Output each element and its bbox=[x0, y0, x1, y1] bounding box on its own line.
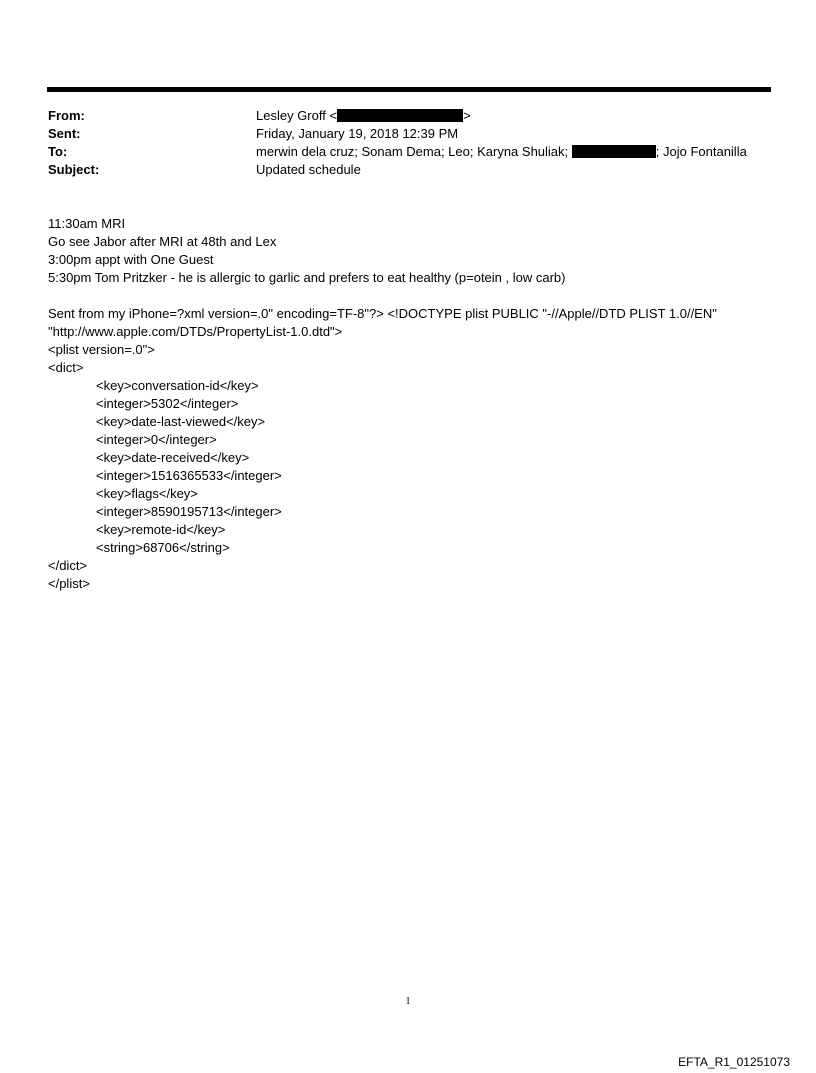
plist-entry: <key>conversation-id</key> bbox=[96, 378, 259, 393]
subject-value: Updated schedule bbox=[256, 162, 361, 177]
from-row bbox=[48, 107, 788, 125]
signature-line: Sent from my iPhone=?xml version=.0" encoding=TF-8"?> <!DOCTYPE plist PUBLIC "-//Apple//DTD PLIST 1.0//EN" bbox=[48, 306, 717, 321]
subject-label: Subject: bbox=[48, 162, 100, 177]
signature-line: "http://www.apple.com/DTDs/PropertyList-1.0.dtd"> bbox=[48, 324, 343, 339]
bates-number: EFTA_R1_01251073 bbox=[678, 1055, 790, 1069]
schedule-line: Go see Jabor after MRI at 48th and Lex bbox=[48, 234, 277, 249]
to-recipients: merwin dela cruz; Sonam Dema; Leo; Karyna Shuliak; bbox=[256, 144, 572, 159]
from-close: > bbox=[463, 108, 471, 123]
plist-entry: <integer>5302</integer> bbox=[96, 396, 239, 411]
schedule-line: 5:30pm Tom Pritzker - he is allergic to garlic and prefers to eat healthy (p=otein , low carb) bbox=[48, 270, 566, 285]
plist-entry: <key>date-received</key> bbox=[96, 450, 250, 465]
signature-line: <dict> bbox=[48, 360, 84, 375]
from-name: Lesley Groff < bbox=[256, 108, 338, 123]
spacer bbox=[48, 287, 778, 305]
from-value bbox=[256, 107, 471, 125]
plist-entry: <key>flags</key> bbox=[96, 486, 198, 501]
page-number: 1 bbox=[405, 996, 411, 1007]
plist-entry: <key>date-last-viewed</key> bbox=[96, 414, 266, 429]
sent-value: Friday, January 19, 2018 12:39 PM bbox=[256, 126, 459, 141]
sent-label: Sent: bbox=[48, 126, 81, 141]
to-value bbox=[256, 143, 747, 161]
plist-entry: <key>remote-id</key> bbox=[96, 522, 226, 537]
redaction-box bbox=[572, 145, 656, 158]
to-label: To: bbox=[48, 144, 68, 159]
from-label: From: bbox=[48, 108, 85, 123]
plist-entry: <integer>1516365533</integer> bbox=[96, 468, 282, 483]
email-header bbox=[48, 107, 788, 179]
schedule-line: 11:30am MRI bbox=[48, 216, 126, 231]
header-rule bbox=[47, 87, 771, 92]
signature-line: <plist version=.0"> bbox=[48, 342, 155, 357]
sent-row bbox=[48, 125, 788, 143]
to-row bbox=[48, 143, 788, 161]
to-recipients-end: ; Jojo Fontanilla bbox=[655, 144, 747, 159]
plist-entry: <integer>8590195713</integer> bbox=[96, 504, 282, 519]
schedule-line: 3:00pm appt with One Guest bbox=[48, 252, 214, 267]
subject-row bbox=[48, 161, 788, 179]
redaction-box bbox=[337, 109, 463, 122]
plist-entry: <string>68706</string> bbox=[96, 540, 230, 555]
closing-line: </plist> bbox=[48, 576, 90, 591]
email-body bbox=[48, 215, 778, 593]
closing-line: </dict> bbox=[48, 558, 88, 573]
plist-entry: <integer>0</integer> bbox=[96, 432, 217, 447]
